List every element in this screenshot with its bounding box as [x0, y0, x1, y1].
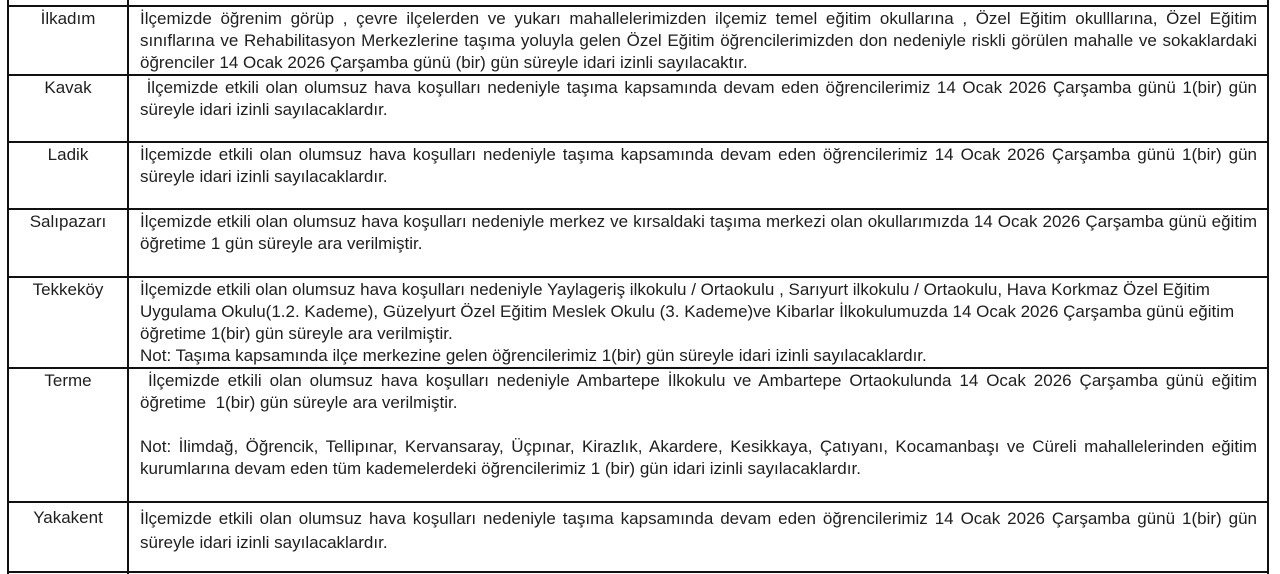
- announcement-cell: [128, 142, 1268, 209]
- table-row: [8, 209, 1268, 277]
- district-cell: İlkadım: [8, 6, 128, 75]
- announcement-text: İlçemizde etkili olan olumsuz hava koşulları nedeniyle taşıma kapsamında devam eden öğrencilerimiz 14 Ocak 2026 Çarşamba günü 1(bir) gün süreyle idari izinli sayılacaklardır.: [140, 509, 1257, 552]
- announcement-note: Not: Taşıma kapsamında ilçe merkezine gelen öğrencilerimiz 1(bir) gün süreyle idari izinli sayılacaklardır.: [140, 346, 927, 365]
- table-row: [8, 368, 1268, 502]
- district-closure-table: [7, 0, 1269, 574]
- table-row: [8, 142, 1268, 209]
- district-cell: Tekkeköy: [8, 277, 128, 368]
- announcement-cell: [128, 368, 1268, 502]
- announcement-note: Not: İlimdağ, Öğrencik, Tellipınar, Kervansaray, Üçpınar, Kirazlık, Akardere, Kesikkaya, Çatıyanı, Kocamanbaşı ve Cüreli mahallelerinden eğitim kurumlarına devam eden tüm kademelerdeki öğrencilerimiz 1 (bir) gün idari izinli sayılacaklardır.: [140, 437, 1257, 478]
- district-cell: Salıpazarı: [8, 209, 128, 277]
- announcement-cell: [128, 209, 1268, 277]
- district-cell: Yakakent: [8, 502, 128, 572]
- announcement-cell: [128, 277, 1268, 368]
- announcement-text: İlçemizde etkili olan olumsuz hava koşulları nedeniyle Ambartepe İlkokulu ve Ambartepe Ortaokulunda 14 Ocak 2026 Çarşamba günü eğitim öğretime 1(bir) gün süreyle ara verilmiştir.: [140, 371, 1262, 412]
- announcement-text: İlçemizde etkili olan olumsuz hava koşulları nedeniyle taşıma kapsamında devam eden öğrencilerimiz 14 Ocak 2026 Çarşamba günü 1(bir) gün süreyle idari izinli sayılacaklardır.: [140, 78, 1262, 119]
- announcement-text: İlçemizde etkili olan olumsuz hava koşulları nedeniyle taşıma kapsamında devam eden öğrencilerimiz 14 Ocak 2026 Çarşamba günü 1(bir) gün süreyle idari izinli sayılacaklardır.: [140, 145, 1257, 186]
- district-cell: Kavak: [8, 75, 128, 142]
- announcement-cell: [128, 502, 1268, 572]
- table-row: [8, 277, 1268, 368]
- district-cell: Terme: [8, 368, 128, 502]
- closure-table-container: [7, 0, 1269, 574]
- table-row: [8, 75, 1268, 142]
- announcement-text: İlçemizde etkili olan olumsuz hava koşulları nedeniyle Yaylageriş ilkokulu / Ortaokulu , Sarıyurt ilkokulu / Ortaokulu, Hava Korkmaz Özel Eğitim Uygulama Okulu(1.2. Kademe), Güzelyurt Özel Eğitim Meslek Okulu (3. Kademe)ve Kibarlar İlkokulumuzda 14 Ocak 2026 Çarşamba günü eğitim öğretime 1(bir) gün süreyle ara verilmiştir.: [140, 280, 1235, 343]
- announcement-cell: [128, 6, 1268, 75]
- district-cell: Ladik: [8, 142, 128, 209]
- table-row: [8, 502, 1268, 572]
- announcement-cell: [128, 75, 1268, 142]
- announcement-text: İlçemizde etkili olan olumsuz hava koşulları nedeniyle merkez ve kırsaldaki taşıma merkezi olan okullarımızda 14 Ocak 2026 Çarşamba günü eğitim öğretime 1 gün süreyle ara verilmiştir.: [140, 212, 1257, 253]
- table-row: [8, 6, 1268, 75]
- announcement-text: İlçemizde öğrenim görüp , çevre ilçelerden ve yukarı mahallelerimizden ilçemiz temel eğitim okullarına , Özel Eğitim okulllarına, Özel Eğitim sınıflarına ve Rehabilitasyon Merkezlerine taşıma yoluyla gelen Özel Eğitim öğrencilerimizden don nedeniyle riskli görülen mahalle ve sokaklardaki öğrenciler 14 Ocak 2026 Çarşamba günü (bir) gün süreyle idari izinli sayılacaktır.: [140, 9, 1257, 72]
